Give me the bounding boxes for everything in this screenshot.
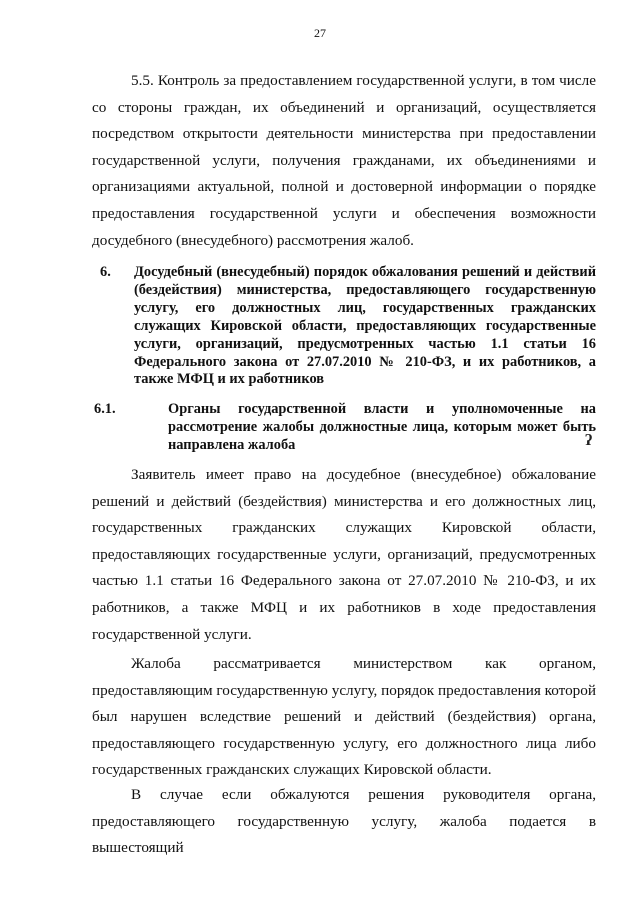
paragraph-complaint-review: Жалоба рассматривается министерством как органом, предоставляющим государственную услугу, порядок предоставления которой был нарушен вследствие решений и действий (бездействия) органа, предоставляющего государственную услугу, его должностного лица либо государственных гражданских служащих Кировской области. (92, 655, 596, 779)
section-6-title: Досудебный (внесудебный) порядок обжалования решений и действий (бездействия) министерства, предоставляющего государственную услугу, его должностных лиц, государственных гражданских служащих Кировской области, предоставляющих государственные услуги, организаций, предусмотренных частью 1.1 статьи 16 Федерального закона от 27.07.2010 № 210-ФЗ, и их работников, а также МФЦ и их работников (134, 264, 596, 388)
paragraph-head-decisions: В случае если обжалуются решения руководителя органа, предоставляющего государственную услугу, жалоба подается в вышестоящий (92, 786, 596, 857)
section-6-1-heading (94, 401, 596, 455)
paragraph-5-5: 5.5. Контроль за предоставлением государственной услуги, в том числе со стороны граждан, их объединений и организаций, осуществляется посредством открытости деятельности министерства при предоставлении государственной услуги, получения гражданами, их объединениями и организациями актуальной, полной и достоверной информации о порядке предоставления государственной услуги и обеспечения возможности досудебного (внесудебного) рассмотрения жалоб. (92, 72, 596, 249)
section-6-1-title: Органы государственной власти и уполномоченные на рассмотрение жалобы должностные лица, которым может быть направлена жалоба (168, 401, 596, 453)
paragraph-applicant-right: Заявитель имеет право на досудебное (внесудебное) обжалование решений и действий (бездействия) министерства и его должностных лиц, государственных гражданских служащих Кировской области, предоставляющих государственные услуги, организаций, предусмотренных частью 1.1 статьи 16 Федерального закона от 27.07.2010 № 210-ФЗ, и их работников, а также МФЦ и их работников в ходе предоставления государственной услуги. (92, 466, 596, 643)
section-6-number: 6. (100, 264, 111, 280)
section-6-heading (100, 264, 596, 389)
margin-mark: ʔ (585, 432, 593, 449)
section-6-1-number: 6.1. (94, 401, 116, 417)
page-number: 27 (314, 26, 326, 40)
